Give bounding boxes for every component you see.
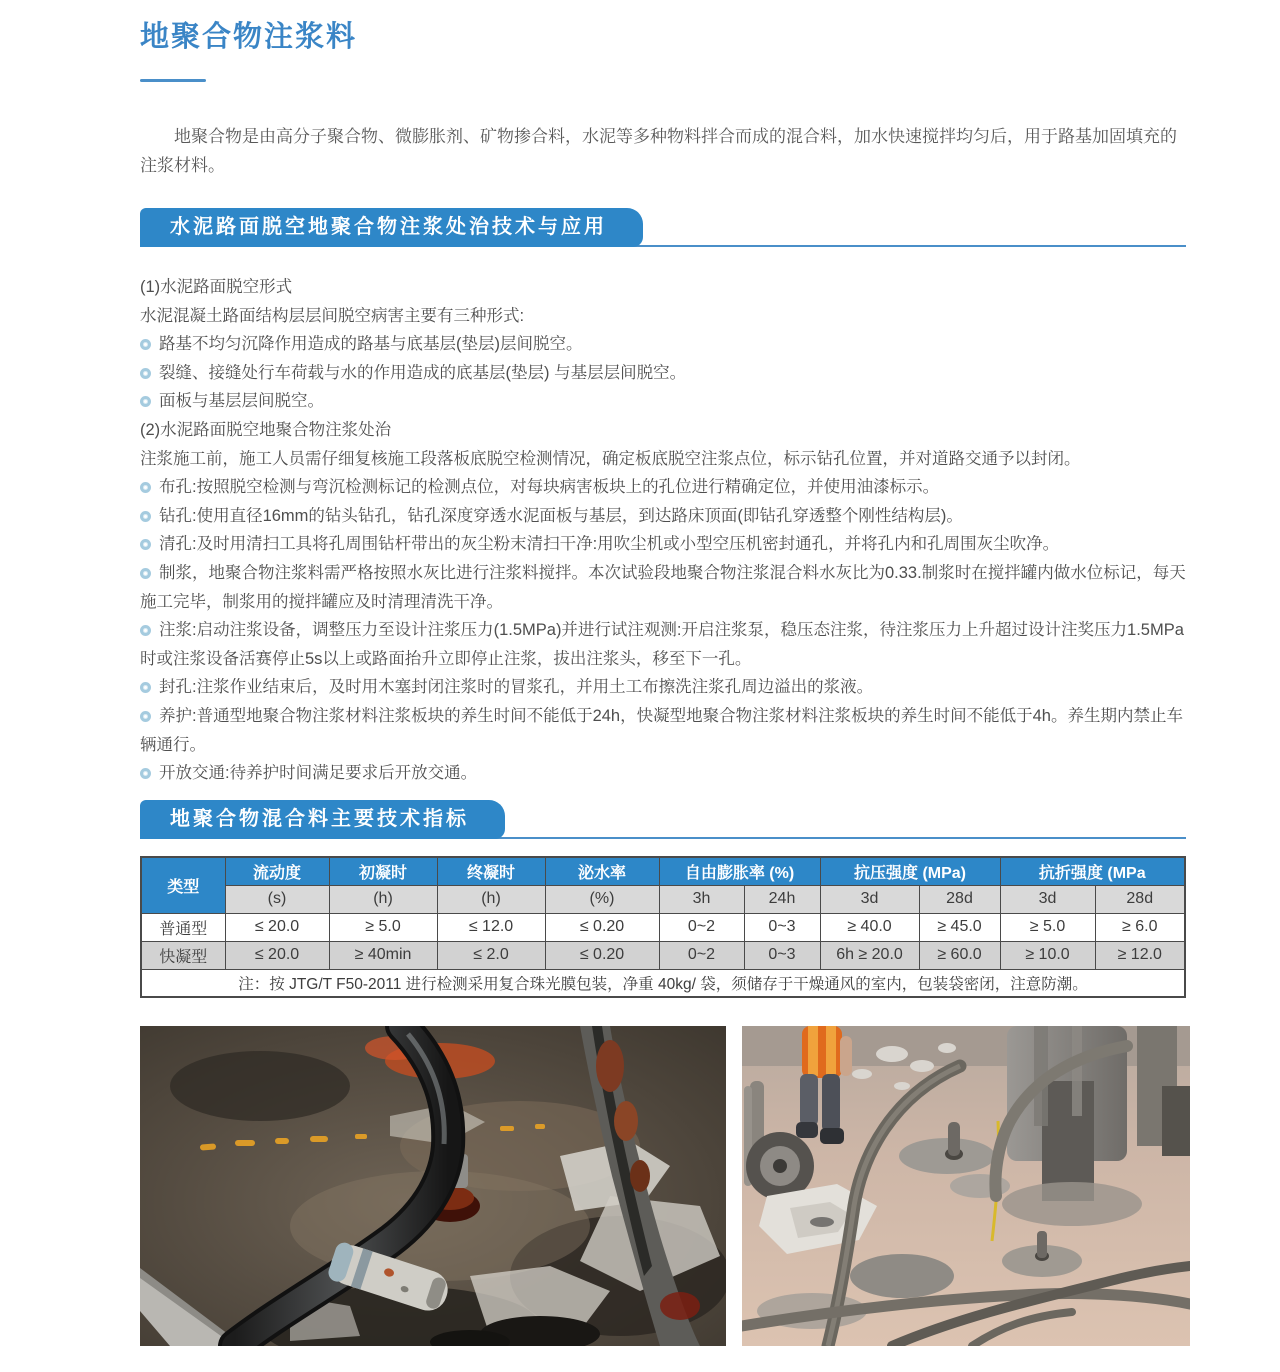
value-cell: ≥ 45.0	[919, 913, 1000, 941]
paragraph: (1)水泥路面脱空形式	[140, 278, 293, 296]
unit-cell: 28d	[919, 885, 1000, 913]
bullet-ring-icon	[140, 339, 151, 350]
table-header-row-2	[141, 885, 1185, 913]
photo-row	[140, 1026, 1190, 1346]
bullet-ring-icon	[140, 396, 151, 407]
value-cell: ≥ 40.0	[820, 913, 919, 941]
bullet-ring-icon	[140, 711, 151, 722]
value-cell: ≥ 12.0	[1095, 941, 1185, 969]
value-cell: ≤ 20.0	[225, 941, 329, 969]
value-cell: ≥ 6.0	[1095, 913, 1185, 941]
list-item: 钻孔:使用直径16mm的钻头钻孔，钻孔深度穿透水泥面板与基层，到达路床顶面(即钻孔穿透整个刚性结构层)。	[140, 502, 1190, 531]
table-note-row	[141, 969, 1185, 997]
table-row-ordinary	[141, 913, 1185, 941]
list-item: 注浆:启动注浆设备，调整压力至设计注浆压力(1.5MPa)并进行试注观测:开启注浆泵，稳压态注浆，待注浆压力上升超过设计注奖压力1.5MPa时或注浆设备活赛停止5s以上或路面抬升立即停止注浆，拔出注浆头，移至下一孔。	[140, 621, 1184, 668]
row-type-cell: 普通型	[141, 913, 225, 941]
col-header-type: 类型	[141, 857, 225, 914]
unit-cell: 28d	[1095, 885, 1185, 913]
value-cell: ≤ 2.0	[437, 941, 545, 969]
section-banner-1	[140, 208, 1186, 247]
value-cell: 0~3	[744, 913, 820, 941]
list-item: 路基不均匀沉降作用造成的路基与底基层(垫层)层间脱空。	[140, 330, 1190, 359]
value-cell: ≤ 12.0	[437, 913, 545, 941]
title-underline-dash	[140, 79, 206, 82]
value-cell: ≥ 60.0	[919, 941, 1000, 969]
list-item: 清孔:及时用清扫工具将孔周围钻杆带出的灰尘粉末清扫干净:用吹尘机或小型空压机密封通孔，并将孔内和孔周围灰尘吹净。	[140, 530, 1190, 559]
value-cell: 0~2	[659, 941, 744, 969]
bullet-ring-icon	[140, 768, 151, 779]
photo-construction-site	[742, 1026, 1190, 1346]
page-title: 地聚合物注浆料	[140, 21, 358, 53]
section-banner-2-label: 地聚合物混合料主要技术指标	[140, 800, 505, 839]
paragraph: 水泥混凝土路面结构层层间脱空病害主要有三种形式:	[140, 306, 525, 325]
list-item: 布孔:按照脱空检测与弯沉检测标记的检测点位，对每块病害板块上的孔位进行精确定位，并使用油漆标示。	[140, 473, 1190, 502]
value-cell: ≥ 40min	[329, 941, 437, 969]
col-header-expansion: 自由膨胀率 (%)	[659, 857, 820, 886]
section-banner-1-label: 水泥路面脱空地聚合物注浆处治技术与应用	[140, 208, 643, 247]
bullet-ring-icon	[140, 682, 151, 693]
paragraph: (2)水泥路面脱空地聚合物注浆处治	[140, 420, 392, 439]
value-cell: ≤ 20.0	[225, 913, 329, 941]
table-note: 注：按 JTG/T F50-2011 进行检测采用复合珠光膜包装，净重 40kg/ 袋，须储存于干燥通风的室内，包装袋密闭，注意防潮。	[141, 969, 1185, 997]
list-item: 封孔:注浆作业结束后，及时用木塞封闭注浆时的冒浆孔，并用土工布擦洗注浆孔周边溢出的浆液。	[140, 673, 1190, 702]
section-banner-2	[140, 800, 1186, 839]
unit-cell: (h)	[437, 885, 545, 913]
unit-cell: 3d	[1000, 885, 1095, 913]
col-header-flexural: 抗折强度 (MPa	[1000, 857, 1185, 886]
col-header-initial-set: 初凝时	[329, 857, 437, 886]
unit-cell: (%)	[545, 885, 659, 913]
col-header-fluidity: 流动度	[225, 857, 329, 886]
paragraph: 注浆施工前，施工人员需仔细复核施工段落板底脱空检测情况，确定板底脱空注浆点位，标示钻孔位置，并对道路交通予以封闭。	[140, 449, 1081, 468]
row-type-cell: 快凝型	[141, 941, 225, 969]
col-header-bleeding: 泌水率	[545, 857, 659, 886]
bullet-ring-icon	[140, 482, 151, 493]
unit-cell: 3d	[820, 885, 919, 913]
list-item: 开放交通:待养护时间满足要求后开放交通。	[140, 759, 1190, 788]
value-cell: 0~3	[744, 941, 820, 969]
bullet-ring-icon	[140, 539, 151, 550]
table-row-rapid	[141, 941, 1185, 969]
value-cell: 6h ≥ 20.0	[820, 941, 919, 969]
value-cell: 0~2	[659, 913, 744, 941]
value-cell: ≤ 0.20	[545, 913, 659, 941]
unit-cell: (h)	[329, 885, 437, 913]
bullet-ring-icon	[140, 625, 151, 636]
intro-paragraph: 地聚合物是由高分子聚合物、微膨胀剂、矿物掺合料，水泥等多种物料拌合而成的混合料，加水快速搅拌均匀后，用于路基加固填充的注浆材料。	[140, 127, 1177, 175]
table-header-row-1	[141, 857, 1185, 886]
value-cell: ≥ 10.0	[1000, 941, 1095, 969]
bullet-ring-icon	[140, 511, 151, 522]
value-cell: ≤ 0.20	[545, 941, 659, 969]
unit-cell: 24h	[744, 885, 820, 913]
bullet-ring-icon	[140, 368, 151, 379]
unit-cell: (s)	[225, 885, 329, 913]
list-item: 面板与基层层间脱空。	[140, 387, 1190, 416]
list-item: 制浆，地聚合物注浆料需严格按照水灰比进行注浆料搅拌。本次试验段地聚合物注浆混合料水灰比为0.33.制浆时在搅拌罐内做水位标记，每天施工完毕，制浆用的搅拌罐应及时清理清洗干净。	[140, 563, 1186, 611]
technical-spec-table	[140, 856, 1186, 999]
bullet-ring-icon	[140, 568, 151, 579]
list-item: 裂缝、接缝处行车荷载与水的作用造成的底基层(垫层) 与基层层间脱空。	[140, 359, 1190, 388]
unit-cell: 3h	[659, 885, 744, 913]
process-text-block	[140, 273, 1190, 788]
photo-grouting-hose	[140, 1026, 726, 1346]
col-header-compressive: 抗压强度 (MPa)	[820, 857, 1000, 886]
list-item: 养护:普通型地聚合物注浆材料注浆板块的养生时间不能低于24h，快凝型地聚合物注浆材料注浆板块的养生时间不能低于4h。养生期内禁止车辆通行。	[140, 706, 1183, 754]
col-header-final-set: 终凝时	[437, 857, 545, 886]
value-cell: ≥ 5.0	[1000, 913, 1095, 941]
value-cell: ≥ 5.0	[329, 913, 437, 941]
